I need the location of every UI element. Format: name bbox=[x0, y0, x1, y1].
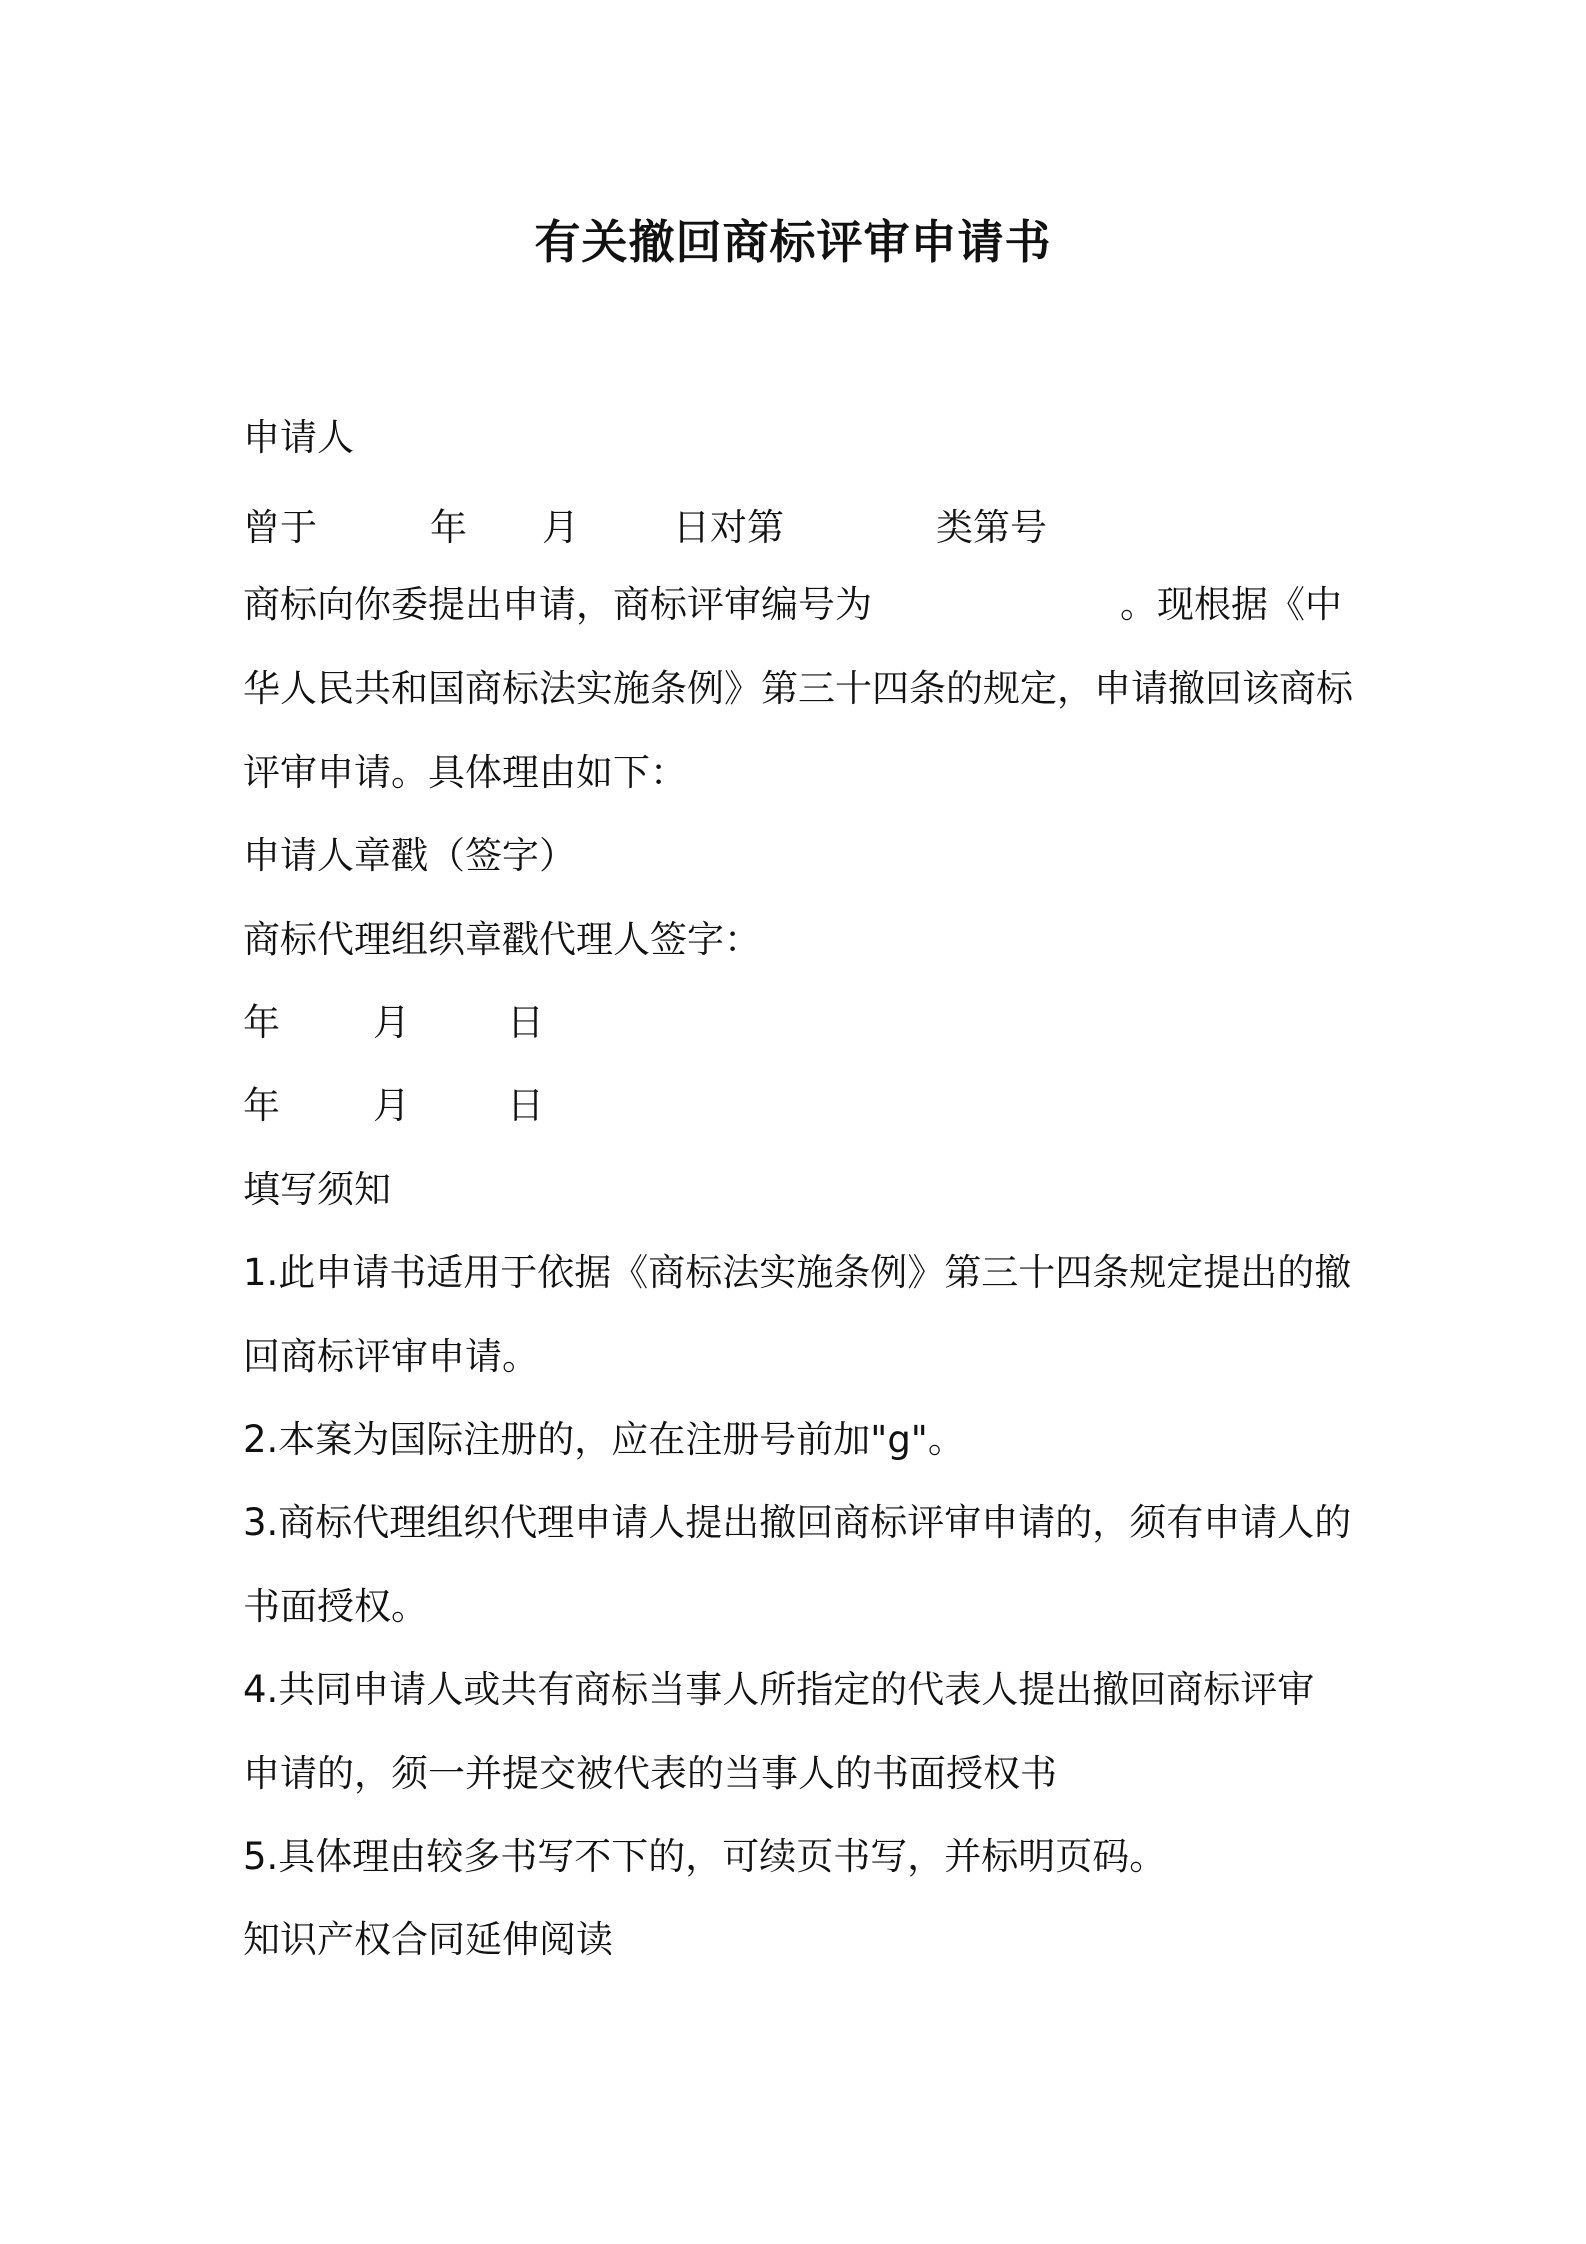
body-line-1 bbox=[243, 580, 1353, 630]
filing-year: 年 bbox=[430, 506, 467, 549]
note-2: 2.本案为国际注册的，应在注册号前加"g"。 bbox=[243, 1418, 965, 1461]
body-line-3: 评审申请。具体理由如下： bbox=[243, 751, 687, 794]
note-4-line-1: 4.共同申请人或共有商标当事人所指定的代表人提出撤回商标评审 bbox=[243, 1668, 1315, 1711]
further-reading-link[interactable]: 知识产权合同延伸阅读 bbox=[243, 1918, 613, 1961]
filing-class-no: 类第号 bbox=[936, 506, 1047, 549]
filing-line bbox=[243, 503, 1143, 553]
date-day: 日 bbox=[507, 1001, 544, 1044]
note-3-line-2: 书面授权。 bbox=[243, 1585, 428, 1628]
note-1-line-1: 1.此申请书适用于依据《商标法实施条例》第三十四条规定提出的撤 bbox=[243, 1251, 1352, 1294]
body-line-2: 华人民共和国商标法实施条例》第三十四条的规定，申请撤回该商标 bbox=[243, 667, 1353, 710]
notes-heading: 填写须知 bbox=[243, 1168, 391, 1211]
date-year: 年 bbox=[243, 1084, 280, 1127]
note-4-line-2: 申请的，须一并提交被代表的当事人的书面授权书 bbox=[243, 1752, 1057, 1795]
agent-seal-label: 商标代理组织章戳代理人签字： bbox=[243, 918, 761, 961]
note-1-line-2: 回商标评审申请。 bbox=[243, 1335, 539, 1378]
date-line bbox=[243, 1081, 643, 1131]
body-line-1-b: 。现根据《中 bbox=[1120, 583, 1342, 626]
filing-prefix: 曾于 bbox=[243, 506, 317, 549]
applicant-seal-label: 申请人章戳（签字） bbox=[243, 834, 576, 877]
date-month: 月 bbox=[373, 1084, 410, 1127]
note-3-line-1: 3.商标代理组织代理申请人提出撤回商标评审申请的，须有申请人的 bbox=[243, 1501, 1352, 1544]
date-line bbox=[243, 998, 643, 1048]
body-line-1-a: 商标向你委提出申请，商标评审编号为 bbox=[243, 583, 872, 626]
date-day: 日 bbox=[507, 1084, 544, 1127]
filing-day-class: 日对第 bbox=[673, 506, 784, 549]
document-title: 有关撤回商标评审申请书 bbox=[534, 215, 1052, 269]
filing-month: 月 bbox=[542, 506, 579, 549]
date-month: 月 bbox=[373, 1001, 410, 1044]
note-5: 5.具体理由较多书写不下的，可续页书写，并标明页码。 bbox=[243, 1835, 1167, 1878]
date-year: 年 bbox=[243, 1001, 280, 1044]
applicant-label: 申请人 bbox=[243, 416, 354, 459]
